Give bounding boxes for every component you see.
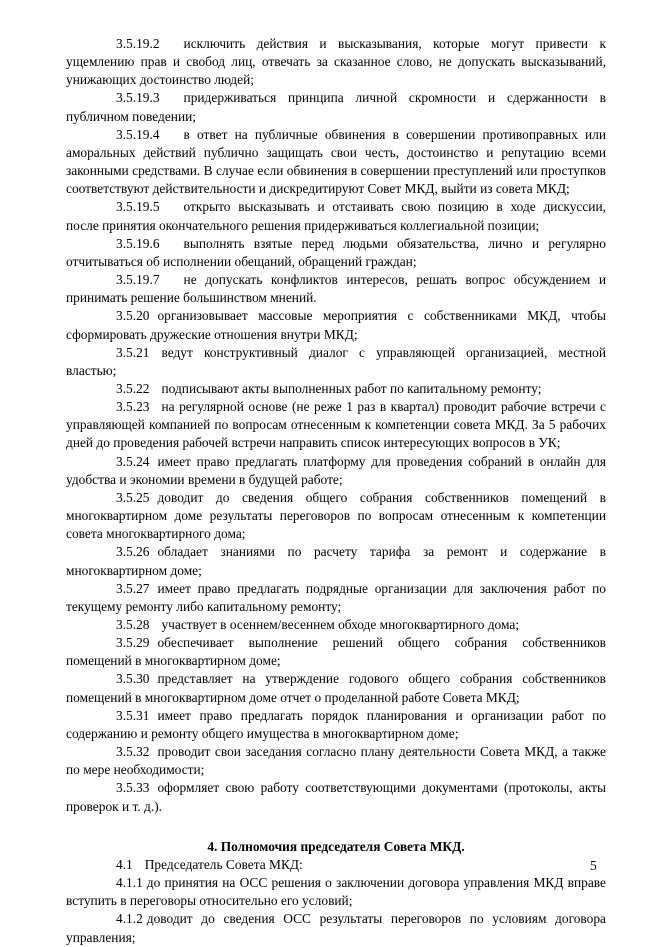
document-body [66,35,606,947]
paragraph-number: 4.1 [116,856,133,872]
paragraph-number: 3.5.19.2 [116,36,160,51]
paragraph-text: организовывает массовые мероприятия с собственниками МКД, чтобы сформировать дружеские отношения внутри МКД; [66,308,606,342]
paragraph-number: 3.5.25 [116,489,150,505]
paragraph-number: 3.5.31 [116,707,150,723]
paragraph-number: 3.5.32 [116,744,150,760]
paragraph [66,543,606,579]
paragraph-text: Председатель Совета МКД: [144,856,303,872]
paragraph-number: 4.1.2 [116,911,143,927]
paragraph-number: 3.5.28 [116,617,150,632]
paragraph [66,580,606,616]
paragraph [66,856,606,874]
paragraph-text: обеспечивает выполнение решений общего собрания собственников помещений в многоквартирном доме; [66,635,606,669]
paragraph-number: 3.5.19.4 [116,126,160,142]
paragraph-number: 3.5.30 [116,671,150,687]
paragraph-number: 3.5.20 [116,308,150,324]
paragraph [66,398,606,452]
paragraph-text: открыто высказывать и отстаивать свою позицию в ходе дискуссии, после принятия окончательного решения придерживаться коллегиальной позиции; [66,199,606,233]
paragraph-number: 3.5.19.6 [116,235,160,251]
paragraph-number: 3.5.24 [116,453,150,469]
paragraph-text: представляет на утверждение годового общего собрания собственников помещений в многоквартирном доме отчет о проделанной работе Совета МКД; [66,671,606,705]
section-3-paragraphs [66,35,606,816]
paragraph-number: 3.5.19.3 [116,90,160,106]
paragraph-number: 3.5.26 [116,544,150,560]
paragraph [66,874,606,910]
section-4-paragraphs [66,856,606,947]
paragraph-number: 3.5.27 [116,580,150,596]
paragraph [66,616,606,634]
paragraph-text: доводит до сведения общего собрания собственников помещений в многоквартирном доме результаты переговоров по вопросам отнесенным к компетенции совета многоквартирного дома; [66,489,606,542]
paragraph [66,89,606,125]
paragraph [66,634,606,670]
paragraph [66,910,606,946]
paragraph-number: 3.5.21 [116,344,150,360]
paragraph [66,707,606,743]
paragraph-text: не допускать конфликтов интересов, решать вопрос обсуждением и принимать решение большинством мнений. [66,272,606,306]
paragraph [66,126,606,199]
paragraph [66,235,606,271]
paragraph-text: ведут конструктивный диалог с управляющей организацией, местной властью; [66,344,606,378]
paragraph-text: выполнять взятые перед людьми обязательства, лично и регулярно отчитываться об исполнении обещаний, обращений граждан; [66,235,606,269]
paragraph-number: 3.5.23 [116,399,150,415]
paragraph-text: оформляет свою работу соответствующими документами (протоколы, акты проверок и т. д.). [66,780,606,814]
paragraph [66,380,606,398]
paragraph [66,198,606,234]
paragraph-text: обладает знаниями по расчету тарифа за ремонт и содержание в многоквартирном доме; [66,544,606,578]
paragraph-text: проводит свои заседания согласно плану деятельности Совета МКД, а также по мере необходимости; [66,744,606,778]
paragraph [66,344,606,380]
paragraph-text: на регулярной основе (не реже 1 раз в квартал) проводит рабочие встречи с управляющей компанией по вопросам отнесенным к компетенции совета МКД. За 5 рабочих дней до проведения рабочей встречи направить список интересующих вопросов в УК; [66,399,606,451]
paragraph [66,307,606,343]
paragraph [66,743,606,779]
paragraph-number: 3.5.19.5 [116,199,160,215]
paragraph [66,453,606,489]
paragraph-number: 3.5.33 [116,780,150,796]
paragraph-text: до принятия на ОСС решения о заключении договора управления МКД вправе вступить в переговоры относительно его условий; [66,875,606,909]
section-heading: 4. Полномочия председателя Совета МКД. [207,838,465,854]
paragraph-text: подписывают акты выполненных работ по капитальному ремонту; [161,380,542,396]
paragraph-number: 4.1.1 [116,875,143,891]
paragraph [66,779,606,815]
paragraph-text: исключить действия и высказывания, которые могут привести к ущемлению прав и свобод лиц, отвечать за сказанное слово, не допускать высказываний, унижающих достоинство людей; [66,36,606,88]
paragraph [66,670,606,706]
paragraph [66,35,606,89]
paragraph-number: 3.5.19.7 [116,272,160,288]
paragraph-number: 3.5.29 [116,635,150,651]
paragraph-text: в ответ на публичные обвинения в совершении противоправных или аморальных действий публично защищать свои честь, достоинство и репутацию всеми законными средствами. В случае если обвинения в совершении преступлений или проступков соответствуют действительности и дискредитируют Совет МКД, выйти из совета МКД; [66,126,606,197]
paragraph-text: имеет право предлагать порядок планирования и организации работ по содержанию и ремонту общего имущества в многоквартирном доме; [66,707,606,741]
paragraph-text: доводит до сведения ОСС результаты переговоров по условиям договора управления; [66,911,606,945]
paragraph-number: 3.5.22 [116,380,150,396]
paragraph-text: придерживаться принципа личной скромности и сдержанности в публичном поведении; [66,90,606,124]
paragraph-text: имеет право предлагать платформу для проведения собраний в онлайн для удобства и экономии времени в будущей работе; [66,453,606,487]
paragraph-text: имеет право предлагать подрядные организации для заключения работ по текущему ремонту либо капитальному ремонту; [66,580,606,614]
page-number: 5 [590,858,597,873]
paragraph [66,271,606,307]
paragraph-text: участвует в осеннем/весеннем обходе многоквартирного дома; [161,617,520,632]
paragraph [66,489,606,543]
